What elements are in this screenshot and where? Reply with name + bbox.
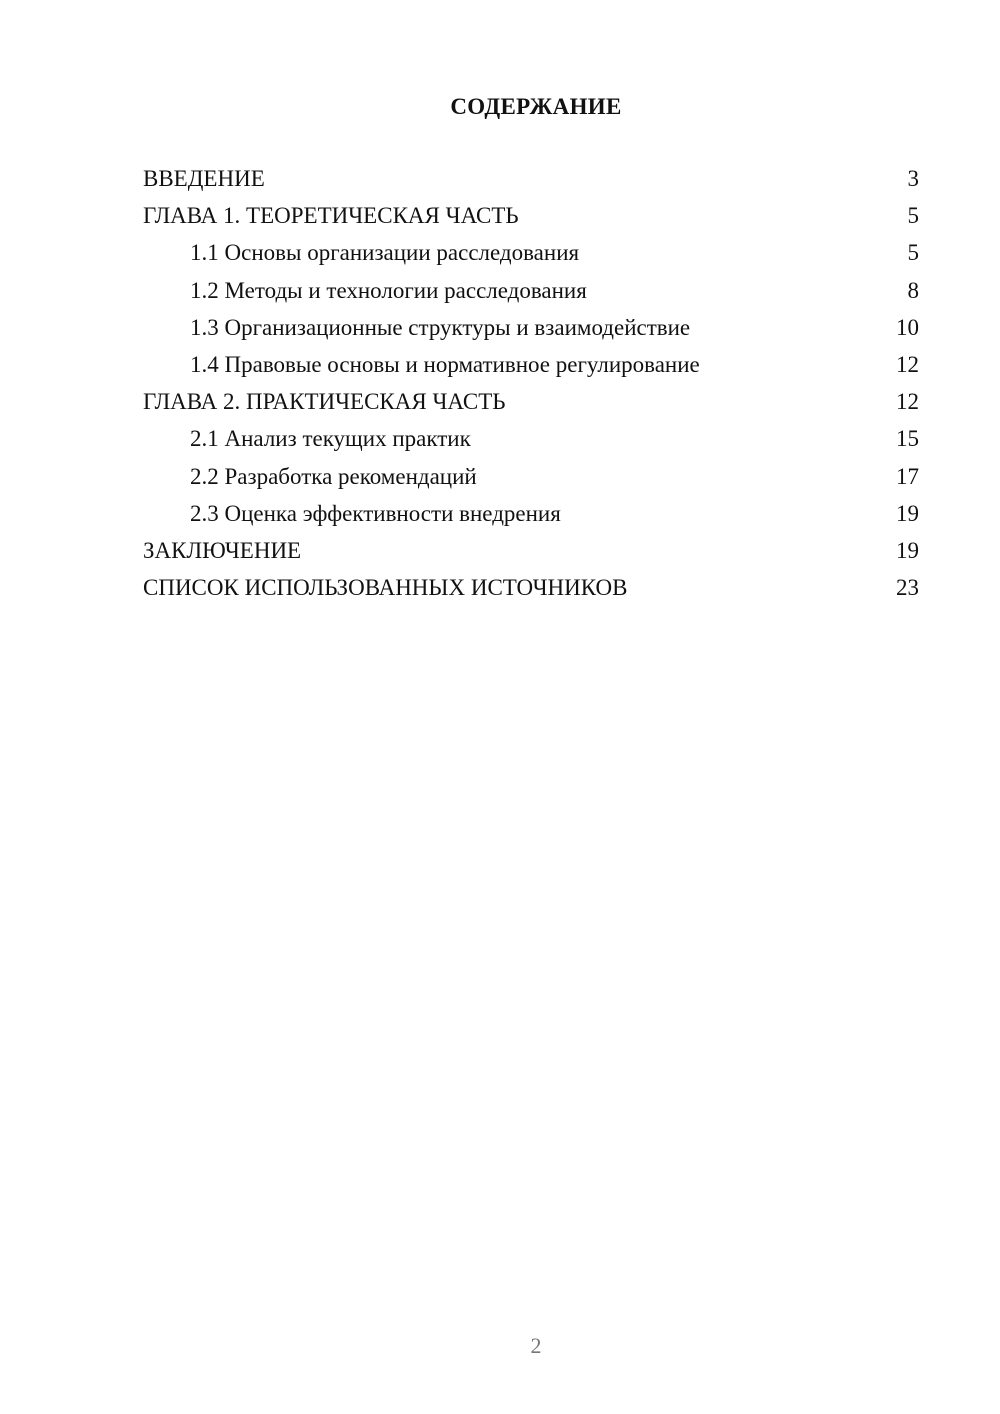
toc-entry-label: ВВЕДЕНИЕ	[143, 166, 265, 191]
toc-entry[interactable]	[143, 203, 919, 240]
toc-entry[interactable]	[143, 389, 919, 426]
toc-entry-page: 5	[907, 203, 919, 229]
toc-entry-label: 2.2 Разработка рекомендаций	[190, 463, 477, 489]
toc-entry-page: 8	[907, 277, 919, 303]
toc-entry[interactable]	[143, 538, 919, 575]
toc-entry-label: 1.2 Методы и технологии расследования	[190, 277, 587, 303]
toc-entry-label: 1.3 Организационные структуры и взаимодействие	[190, 314, 691, 340]
toc-entry[interactable]	[143, 575, 919, 612]
toc-entry-label: 1.1 Основы организации расследования	[190, 240, 580, 266]
toc-subentry[interactable]	[143, 426, 919, 463]
toc-entry-page: 12	[896, 351, 919, 377]
toc-subentry[interactable]	[143, 352, 919, 389]
toc-entry-label: ГЛАВА 1. ТЕОРЕТИЧЕСКАЯ ЧАСТЬ	[143, 203, 519, 229]
page-number: 2	[530, 1333, 542, 1358]
toc-entry-label: ГЛАВА 2. ПРАКТИЧЕСКАЯ ЧАСТЬ	[143, 389, 506, 415]
toc-entry-label: ЗАКЛЮЧЕНИЕ	[143, 537, 302, 563]
toc-subentry[interactable]	[143, 501, 919, 538]
toc-entry-page: 17	[896, 463, 919, 489]
toc-entry-page: 12	[896, 389, 919, 415]
toc-entry-page: 15	[896, 426, 919, 452]
table-of-contents	[143, 166, 919, 612]
toc-entry-label: 2.3 Оценка эффективности внедрения	[190, 500, 561, 526]
toc-subentry[interactable]	[143, 240, 919, 277]
toc-entry-label: СПИСОК ИСПОЛЬЗОВАННЫХ ИСТОЧНИКОВ	[143, 575, 628, 601]
toc-entry-page: 3	[907, 166, 919, 191]
page-title: СОДЕРЖАНИЕ	[450, 94, 622, 119]
toc-entry[interactable]	[143, 166, 919, 203]
toc-subentry[interactable]	[143, 278, 919, 315]
toc-entry-page: 19	[896, 537, 919, 563]
toc-entry-page: 19	[896, 500, 919, 526]
toc-subentry[interactable]	[143, 315, 919, 352]
toc-entry-page: 23	[896, 575, 919, 601]
toc-entry-label: 2.1 Анализ текущих практик	[190, 426, 471, 452]
toc-entry-page: 5	[907, 240, 919, 266]
toc-entry-label: 1.4 Правовые основы и нормативное регулирование	[190, 351, 700, 377]
toc-subentry[interactable]	[143, 464, 919, 501]
toc-entry-page: 10	[896, 314, 919, 340]
